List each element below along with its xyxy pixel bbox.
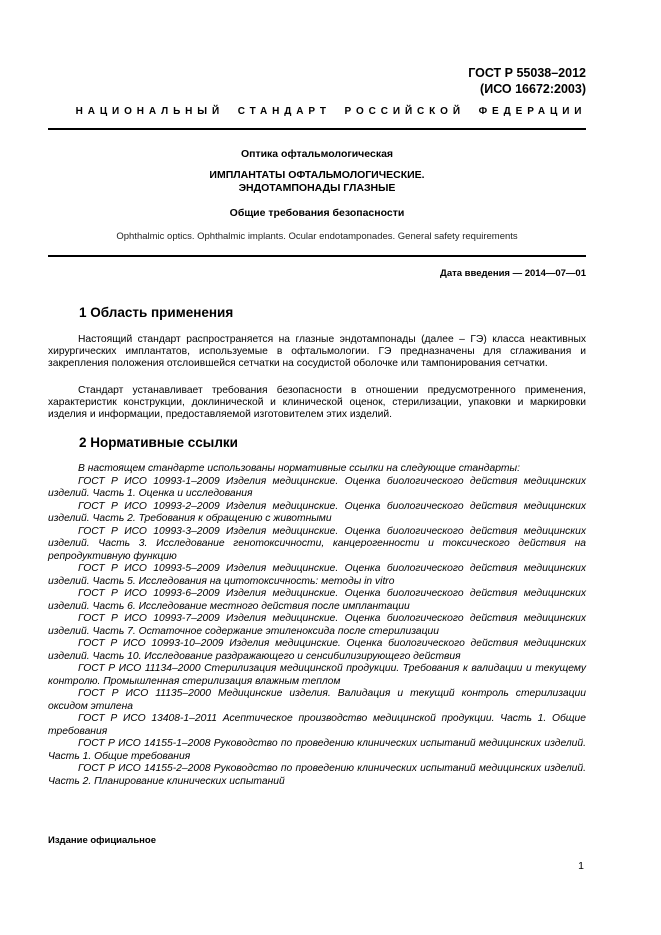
introduction-date: Дата введения — 2014—07—01 (440, 268, 586, 279)
reference-item: ГОСТ Р ИСО 10993-2–2009 Изделия медицинские. Оценка биологического действия медицинских изделий. Часть 2. Требования к обращению с животными (48, 500, 586, 524)
reference-item: ГОСТ Р ИСО 10993-6–2009 Изделия медицинские. Оценка биологического действия медицинских изделий. Часть 6. Исследование местного действия после имплантации (48, 588, 586, 612)
reference-item: ГОСТ Р ИСО 11135–2000 Медицинские изделия. Валидация и текущий контроль стерилизации оксидом этилена (48, 688, 586, 712)
reference-item: ГОСТ Р ИСО 10993-5–2009 Изделия медицинские. Оценка биологического действия медицинских изделий. Часть 5. Исследования на цитотоксичность: методы in vitro (48, 563, 586, 587)
top-divider (48, 128, 586, 130)
subject-line: Оптика офтальмологическая (240, 148, 394, 160)
section-2-heading: 2 Нормативные ссылки (79, 435, 238, 450)
section-1-paragraph-1: Настоящий стандарт распространяется на глазные эндотампонады (далее – ГЭ) класса неактивных хирургических имплантатов, используемые в офтальмологии. ГЭ предназначены для сглаживания и закрепления положения отслоившейся сетчатки на сосудистой оболочке или тампонирования сетчатки. (48, 334, 586, 370)
main-title-line-1: ИМПЛАНТАТЫ ОФТАЛЬМОЛОГИЧЕСКИЕ. (209, 169, 425, 181)
reference-item: ГОСТ Р ИСО 14155-2–2008 Руководство по проведению клинических испытаний медицинских изделий. Часть 2. Планирование клинических испытаний (48, 763, 586, 787)
subtitle: Общие требования безопасности (229, 207, 405, 219)
national-standard-title: НАЦИОНАЛЬНЫЙ СТАНДАРТ РОССИЙСКОЙ ФЕДЕРАЦИИ (75, 106, 587, 117)
section-1-heading: 1 Область применения (79, 305, 234, 320)
official-edition-label: Издание официальное (48, 835, 156, 846)
english-title: Ophthalmic optics. Ophthalmic implants. Ocular endotamponades. General safety requirements (116, 231, 518, 242)
reference-item: ГОСТ Р ИСО 10993-10–2009 Изделия медицинские. Оценка биологического действия медицинских изделий. Часть 10. Исследование раздражающего и сенсибилизирующего действия (48, 638, 586, 662)
section-1-paragraph-2: Стандарт устанавливает требования безопасности в отношении предусмотренного применения, характеристик конструкции, доклинической и клинической оценок, стерилизации, упаковки и маркировки изделия и информации, предоставляемой изготовителем этих изделий. (48, 385, 586, 421)
references-intro: В настоящем стандарте использованы нормативные ссылки на следующие стандарты: (78, 463, 520, 474)
normative-references (48, 463, 586, 788)
reference-item: ГОСТ Р ИСО 13408-1–2011 Асептическое производство медицинской продукции. Часть 1. Общие требования (48, 713, 586, 737)
reference-item: ГОСТ Р ИСО 11134–2000 Стерилизация медицинской продукции. Требования к валидации и текущему контролю. Промышленная стерилизация влажным теплом (48, 663, 586, 687)
reference-item: ГОСТ Р ИСО 14155-1–2008 Руководство по проведению клинических испытаний медицинских изделий. Часть 1. Общие требования (48, 738, 586, 762)
iso-number: (ИСО 16672:2003) (480, 82, 586, 96)
main-title (48, 169, 586, 195)
standard-number: ГОСТ Р 55038–2012 (468, 66, 586, 80)
reference-item: ГОСТ Р ИСО 10993-3–2009 Изделия медицинские. Оценка биологического действия медицинских изделий. Часть 3. Исследование генотоксичности, канцерогенности и токсического действия на репродуктивную функцию (48, 525, 586, 562)
main-title-line-2: ЭНДОТАМПОНАДЫ ГЛАЗНЫЕ (238, 182, 396, 194)
middle-divider (48, 255, 586, 257)
page-number: 1 (578, 860, 584, 872)
standard-number-block (468, 65, 586, 97)
reference-item: ГОСТ Р ИСО 10993-1–2009 Изделия медицинские. Оценка биологического действия медицинских изделий. Часть 1. Оценка и исследования (48, 475, 586, 499)
reference-item: ГОСТ Р ИСО 10993-7–2009 Изделия медицинские. Оценка биологического действия медицинских изделий. Часть 7. Остаточное содержание этиленоксида после стерилизации (48, 613, 586, 637)
